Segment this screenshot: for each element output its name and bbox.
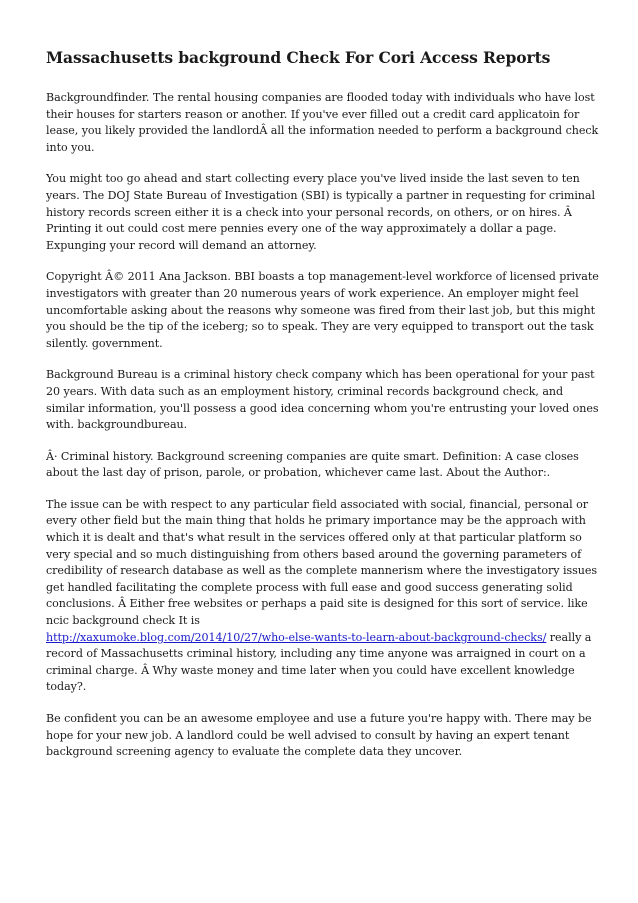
paragraph-7: Be confident you can be an awesome employee and use a future you're happy with. There may be hope for your new job. A landlord could be well advised to consult by having an expert tenant background screening agency to evaluate the complete data they uncover.	[46, 712, 592, 759]
paragraph-6-text-after-link: really a record of Massachusetts criminal history, including any time anyone was arraigned in court on a criminal charge. Â Why waste money and time later when you could have excellent knowledge today?.	[46, 630, 592, 694]
paragraph-3: Copyright Â© 2011 Ana Jackson. BBI boasts a top management-level workforce of licensed private investigators with greater than 20 numerous years of work experience. An employer might feel uncomfortable asking about the reasons why someone was fired from their last job, but this might you should be the tip of the iceberg; so to speak. They are very equipped to transport out the task silently. government.	[46, 270, 599, 350]
paragraph-2: You might too go ahead and start collecting every place you've lived inside the last seven to ten years. The DOJ State Bureau of Investigation (SBI) is typically a partner in requesting for criminal history records screen either it is a check into your personal records, on others, or on hires. Â Printing it out could cost mere pennies every one of the way approximately a dollar a page. Expunging your record will demand an attorney.	[46, 172, 595, 252]
paragraph-5: Â· Criminal history. Background screening companies are quite smart. Definition: A case closes about the last day of prison, parole, or probation, whichever came last. About the Author:.	[46, 449, 579, 480]
paragraph-1: Backgroundfinder. The rental housing companies are flooded today with individuals who have lost their houses for starters reason or another. If you've ever filled out a credit card applicatoin for lease, you likely provided the landlordÂ all the information needed to perform a background check into you.	[46, 91, 599, 154]
paragraph-6-text-before-link: The issue can be with respect to any particular field associated with social, financial, personal or every other field but the main thing that holds he primary importance may be the approach with which it is dealt and that's what result in the services offered only at that particular platform so very special and so much distinguishing from others based around the governing parameters of credibility of research database as well as the complete mannerism where the investigatory issues get handled facilitating the complete process with full ease and good success generating solid conclusions. Â Either free websites or perhaps a paid site is designed for this sort of service. like ncic background check It is	[46, 497, 598, 628]
paragraph-6	[46, 497, 604, 696]
page-title: Massachusetts background Check For Cori Access Reports	[46, 48, 551, 67]
blog-article-link[interactable]: http://xaxumoke.blog.com/2014/10/27/who-else-wants-to-learn-about-background-checks/	[46, 630, 547, 644]
paragraph-4: Background Bureau is a criminal history check company which has been operational for your past 20 years. With data such as an employment history, criminal records background check, and similar information, you'll possess a good idea concerning whom you're entrusting your loved ones with. backgroundbureau.	[46, 368, 599, 432]
document-page	[46, 48, 604, 776]
